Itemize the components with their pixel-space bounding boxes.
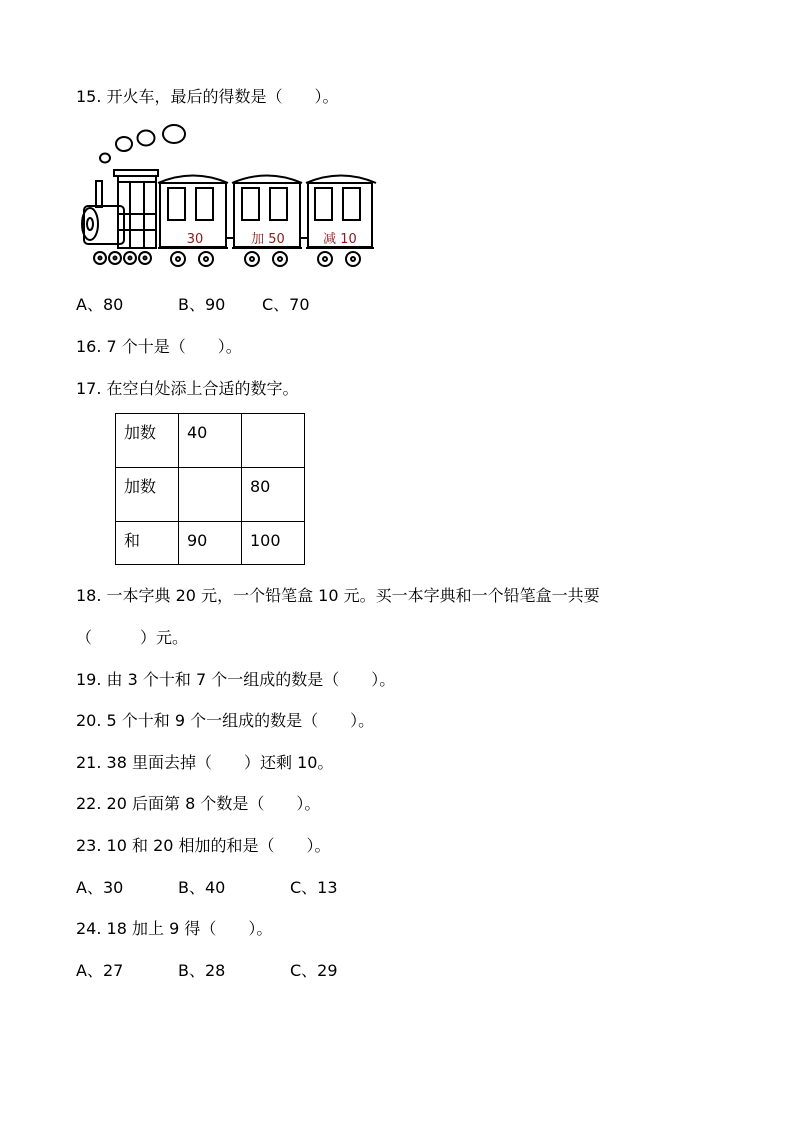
train-car-1 bbox=[158, 176, 228, 267]
train-car-3 bbox=[306, 176, 376, 267]
option-b: B、28 bbox=[178, 961, 226, 980]
question-23-text: 23. 10 和 20 相加的和是（ ）。 bbox=[76, 836, 331, 855]
question-15-text: 15. 开火车，最后的得数是（ ）。 bbox=[76, 87, 339, 106]
table-cell: 100 bbox=[242, 522, 305, 565]
option-a: A、30 bbox=[76, 878, 124, 897]
question-18-text-cont: （ ）元。 bbox=[76, 628, 189, 647]
question-16-text: 16. 7 个十是（ ）。 bbox=[76, 337, 242, 356]
option-a: A、27 bbox=[76, 961, 124, 980]
question-24-options bbox=[76, 960, 676, 982]
option-c: C、13 bbox=[290, 878, 338, 897]
table-row bbox=[116, 414, 305, 468]
table-cell-blank bbox=[179, 468, 242, 522]
table-cell: 90 bbox=[179, 522, 242, 565]
option-c: C、29 bbox=[290, 961, 338, 980]
car-2-label: 加 50 bbox=[251, 232, 285, 247]
table-cell-blank bbox=[242, 414, 305, 468]
car-1-label: 30 bbox=[186, 232, 204, 247]
question-20-text: 20. 5 个十和 9 个一组成的数是（ ）。 bbox=[76, 711, 375, 730]
smoke-puff bbox=[163, 125, 185, 143]
table-cell: 40 bbox=[179, 414, 242, 468]
table-row bbox=[116, 468, 305, 522]
question-19-text: 19. 由 3 个十和 7 个一组成的数是（ ）。 bbox=[76, 670, 396, 689]
question-15-options bbox=[76, 294, 676, 316]
option-a: A、80 bbox=[76, 295, 124, 314]
train-illustration bbox=[78, 120, 378, 272]
train-car-2 bbox=[232, 176, 302, 267]
smoke-puff bbox=[138, 131, 155, 146]
question-22-text: 22. 20 后面第 8 个数是（ ）。 bbox=[76, 794, 321, 813]
table-cell: 和 bbox=[116, 522, 179, 565]
car-3-label: 减 10 bbox=[323, 232, 357, 247]
question-23-options bbox=[76, 877, 676, 899]
table-cell: 加数 bbox=[116, 414, 179, 468]
table-cell: 80 bbox=[242, 468, 305, 522]
addition-table bbox=[115, 413, 305, 565]
question-17-text: 17. 在空白处添上合适的数字。 bbox=[76, 379, 299, 398]
table-cell: 加数 bbox=[116, 468, 179, 522]
option-b: B、90 bbox=[178, 295, 226, 314]
smoke-puff bbox=[100, 154, 110, 163]
table-row bbox=[116, 522, 305, 565]
option-b: B、40 bbox=[178, 878, 226, 897]
question-18-text: 18. 一本字典 20 元，一个铅笔盒 10 元。买一本字典和一个铅笔盒一共要 bbox=[76, 586, 600, 605]
question-24-text: 24. 18 加上 9 得（ ）。 bbox=[76, 919, 273, 938]
smoke-puff bbox=[116, 137, 132, 151]
locomotive bbox=[82, 170, 158, 264]
option-c: C、70 bbox=[262, 295, 310, 314]
question-21-text: 21. 38 里面去掉（ ）还剩 10。 bbox=[76, 753, 334, 772]
